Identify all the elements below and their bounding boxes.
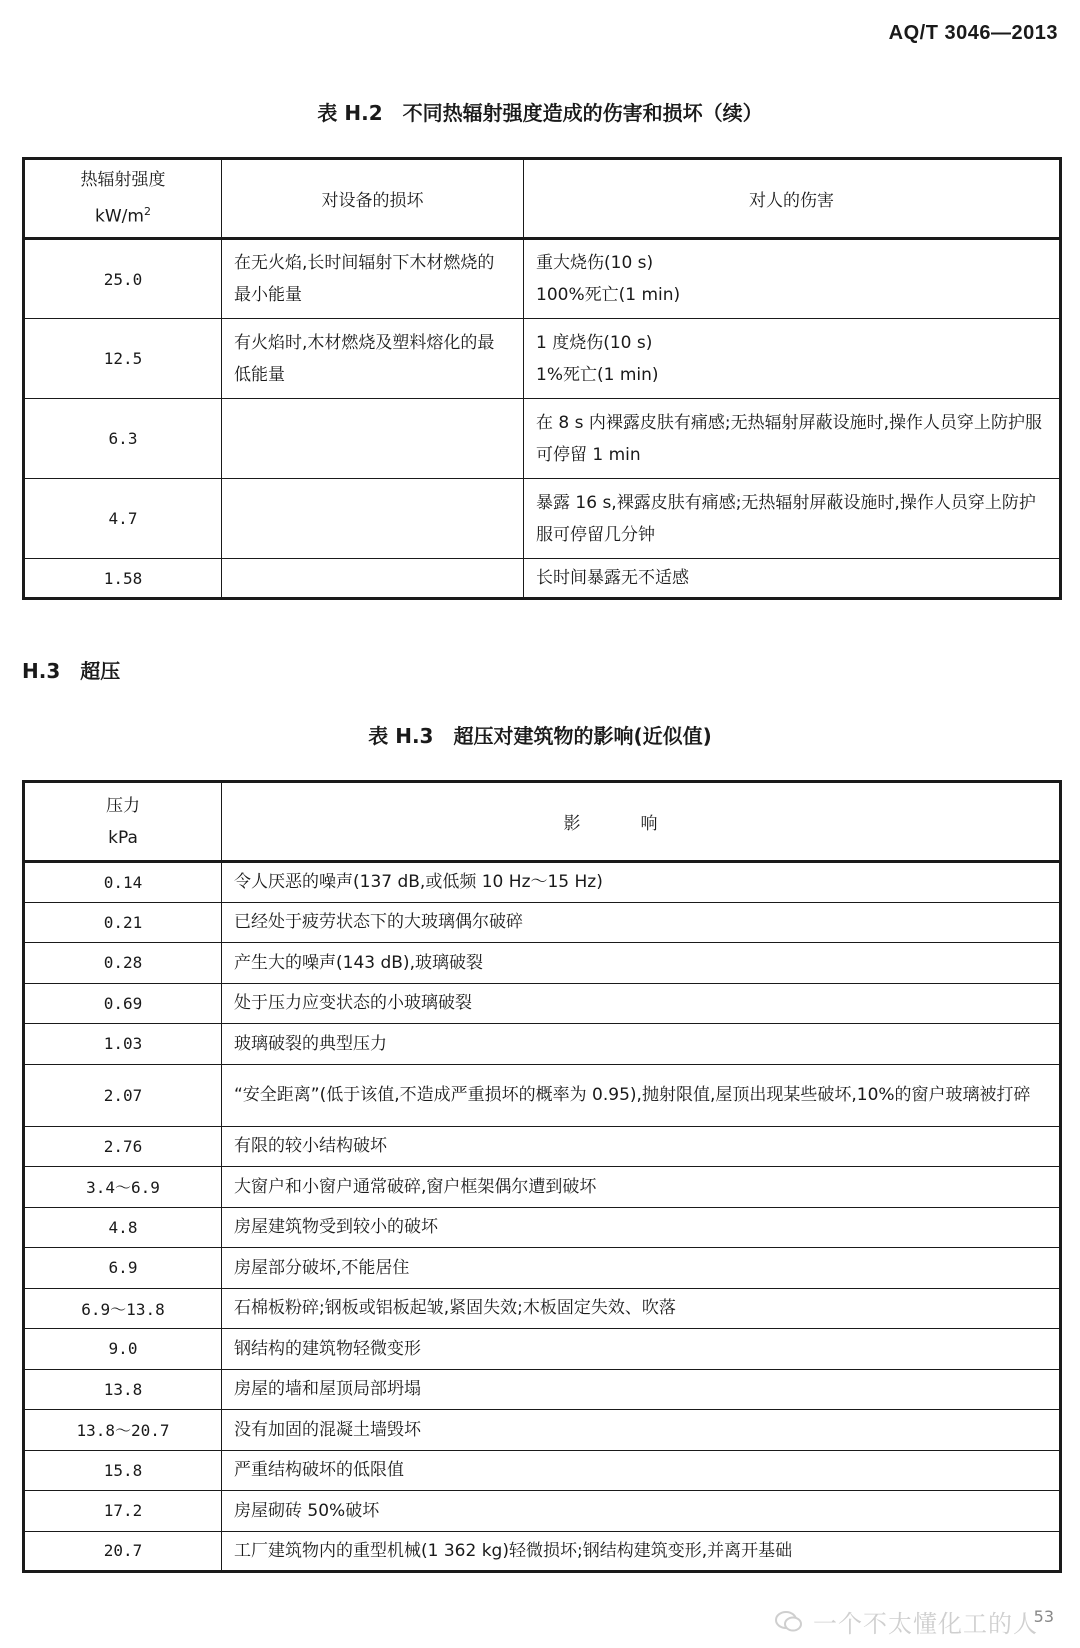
cell-pressure: 0.21 bbox=[24, 902, 222, 943]
cell-effect: 已经处于疲劳状态下的大玻璃偶尔破碎 bbox=[222, 902, 1061, 943]
table-row bbox=[24, 902, 1061, 943]
cell-effect: 房屋的墙和屋顶局部坍塌 bbox=[222, 1369, 1061, 1410]
table-row bbox=[24, 479, 1061, 559]
cell-pressure: 6.9～13.8 bbox=[24, 1288, 222, 1329]
cell-pressure: 6.9 bbox=[24, 1248, 222, 1289]
cell-pressure: 20.7 bbox=[24, 1531, 222, 1572]
cell-pressure: 9.0 bbox=[24, 1329, 222, 1370]
cell-pressure: 0.28 bbox=[24, 943, 222, 984]
header-intensity-label: 热辐射强度 bbox=[80, 170, 166, 191]
table-row bbox=[24, 1410, 1061, 1451]
cell-intensity: 1.58 bbox=[24, 559, 222, 599]
cell-pressure: 0.69 bbox=[24, 983, 222, 1024]
table-row bbox=[24, 1531, 1061, 1572]
watermark bbox=[775, 1604, 1038, 1640]
cell-people: 1 度烧伤(10 s) 1%死亡(1 min) bbox=[524, 319, 1061, 399]
cell-effect: 工厂建筑物内的重型机械(1 362 kg)轻微损坏;钢结构建筑变形,并离开基础 bbox=[222, 1531, 1061, 1572]
table-h2 bbox=[22, 157, 1062, 600]
cell-effect: 石棉板粉碎;钢板或铝板起皱,紧固失效;木板固定失效、吹落 bbox=[222, 1288, 1061, 1329]
wechat-icon bbox=[775, 1610, 803, 1640]
cell-pressure: 13.8 bbox=[24, 1369, 222, 1410]
cell-effect: 房屋砌砖 50%破坏 bbox=[222, 1491, 1061, 1532]
cell-pressure: 2.07 bbox=[24, 1064, 222, 1126]
cell-people: 暴露 16 s,裸露皮肤有痛感;无热辐射屏蔽设施时,操作人员穿上防护服可停留几分钟 bbox=[524, 479, 1061, 559]
cell-effect: 房屋建筑物受到较小的破坏 bbox=[222, 1207, 1061, 1248]
cell-people: 在 8 s 内裸露皮肤有痛感;无热辐射屏蔽设施时,操作人员穿上防护服可停留 1 min bbox=[524, 399, 1061, 479]
header-human-injury: 对人的伤害 bbox=[524, 159, 1061, 239]
table-h3 bbox=[22, 780, 1062, 1573]
table-row bbox=[24, 239, 1061, 319]
table-row bbox=[24, 319, 1061, 399]
table-row bbox=[24, 559, 1061, 599]
section-h3-heading: H.3 超压 bbox=[22, 659, 121, 683]
cell-equipment bbox=[222, 559, 524, 599]
table-row bbox=[24, 1288, 1061, 1329]
cell-people: 长时间暴露无不适感 bbox=[524, 559, 1061, 599]
cell-pressure: 2.76 bbox=[24, 1126, 222, 1167]
table-row bbox=[24, 1064, 1061, 1126]
cell-pressure: 4.8 bbox=[24, 1207, 222, 1248]
header-intensity bbox=[24, 159, 222, 239]
header-pressure-label: 压力 bbox=[106, 795, 140, 816]
cell-pressure: 3.4～6.9 bbox=[24, 1167, 222, 1208]
table-row bbox=[24, 1207, 1061, 1248]
cell-effect: 玻璃破裂的典型压力 bbox=[222, 1024, 1061, 1065]
table-h2-caption: 表 H.2 不同热辐射强度造成的伤害和损坏（续） bbox=[317, 101, 763, 125]
header-pressure bbox=[24, 782, 222, 862]
cell-effect: 钢结构的建筑物轻微变形 bbox=[222, 1329, 1061, 1370]
cell-intensity: 12.5 bbox=[24, 319, 222, 399]
table-h2-header-row bbox=[24, 159, 1061, 239]
cell-pressure: 17.2 bbox=[24, 1491, 222, 1532]
cell-intensity: 6.3 bbox=[24, 399, 222, 479]
cell-intensity: 4.7 bbox=[24, 479, 222, 559]
table-row bbox=[24, 1248, 1061, 1289]
cell-effect: 房屋部分破坏,不能居住 bbox=[222, 1248, 1061, 1289]
cell-pressure: 1.03 bbox=[24, 1024, 222, 1065]
cell-pressure: 13.8～20.7 bbox=[24, 1410, 222, 1451]
table-row bbox=[24, 1329, 1061, 1370]
table-h3-header-row bbox=[24, 782, 1061, 862]
table-row bbox=[24, 399, 1061, 479]
table-row bbox=[24, 1126, 1061, 1167]
cell-equipment bbox=[222, 399, 524, 479]
cell-pressure: 0.14 bbox=[24, 862, 222, 903]
header-pressure-unit: kPa bbox=[108, 827, 138, 848]
table-row bbox=[24, 1167, 1061, 1208]
cell-equipment: 在无火焰,长时间辐射下木材燃烧的最小能量 bbox=[222, 239, 524, 319]
cell-effect: 大窗户和小窗户通常破碎,窗户框架偶尔遭到破坏 bbox=[222, 1167, 1061, 1208]
table-row bbox=[24, 943, 1061, 984]
table-row bbox=[24, 1369, 1061, 1410]
cell-effect: 产生大的噪声(143 dB),玻璃破裂 bbox=[222, 943, 1061, 984]
standard-code: AQ/T 3046—2013 bbox=[888, 22, 1058, 44]
page-number: 53 bbox=[1033, 1607, 1054, 1626]
table-row bbox=[24, 983, 1061, 1024]
header-effect: 影响 bbox=[222, 782, 1061, 862]
cell-intensity: 25.0 bbox=[24, 239, 222, 319]
header-equipment-damage: 对设备的损坏 bbox=[222, 159, 524, 239]
cell-people: 重大烧伤(10 s) 100%死亡(1 min) bbox=[524, 239, 1061, 319]
table-row bbox=[24, 1024, 1061, 1065]
cell-equipment bbox=[222, 479, 524, 559]
watermark-text: 一个不太懂化工的人 bbox=[813, 1610, 1038, 1638]
cell-effect: “安全距离”(低于该值,不造成严重损坏的概率为 0.95),抛射限值,屋顶出现某些破坏,10%的窗户玻璃被打碎 bbox=[222, 1064, 1061, 1126]
table-row bbox=[24, 1491, 1061, 1532]
cell-equipment: 有火焰时,木材燃烧及塑料熔化的最低能量 bbox=[222, 319, 524, 399]
cell-effect: 没有加固的混凝土墙毁坏 bbox=[222, 1410, 1061, 1451]
cell-effect: 严重结构破坏的低限值 bbox=[222, 1450, 1061, 1491]
cell-effect: 处于压力应变状态的小玻璃破裂 bbox=[222, 983, 1061, 1024]
cell-pressure: 15.8 bbox=[24, 1450, 222, 1491]
cell-effect: 有限的较小结构破坏 bbox=[222, 1126, 1061, 1167]
header-intensity-unit: $kW/m^2$ bbox=[95, 205, 151, 227]
table-row bbox=[24, 862, 1061, 903]
table-h3-caption: 表 H.3 超压对建筑物的影响(近似值) bbox=[368, 724, 712, 748]
cell-effect: 令人厌恶的噪声(137 dB,或低频 10 Hz～15 Hz) bbox=[222, 862, 1061, 903]
table-row bbox=[24, 1450, 1061, 1491]
